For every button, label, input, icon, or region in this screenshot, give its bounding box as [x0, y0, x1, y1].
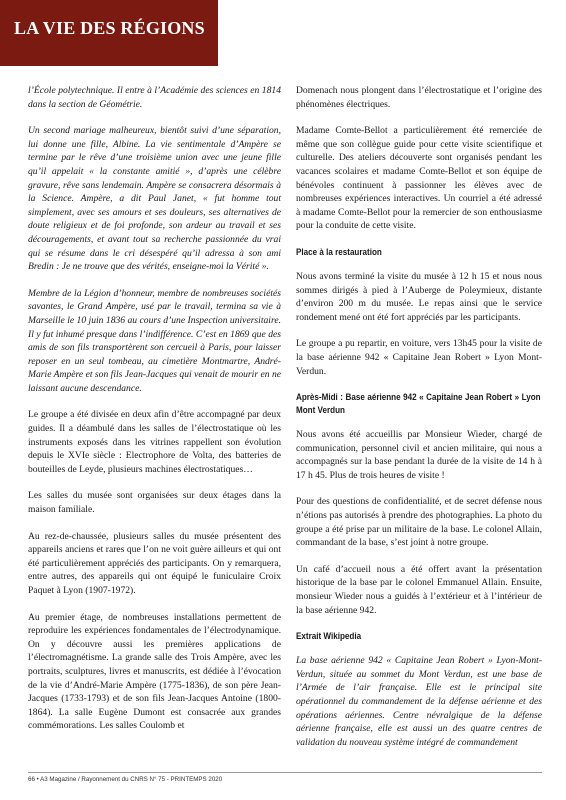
- right-column: [296, 84, 542, 762]
- paragraph: Membre de la Légion d’honneur, membre de nombreuses sociétés savantes, le Grand Ampère, usé par le travail, termina sa vie à Marseille le 10 juin 1836 au cours d’une Inspection universitaire. Il y fut inhumé presque dans l’indifférence. C’est en 1869 que des amis de son fils transportèrent son cercueil à Paris, pour laisser reposer en un seul tombeau, au cimetière Montmartre, André-Marie Ampère et son fils Jean-Jacques qui venait de mourir en ne laissant aucune descendance.: [28, 287, 281, 394]
- section-header-band: [0, 0, 218, 66]
- paragraph: Le groupe a pu repartir, en voiture, vers 13h45 pour la visite de la base aérienne 942 « Capitaine Jean Robert » Lyon Mont-Verdun.: [296, 338, 542, 377]
- paragraph: Nous avons été accueillis par Monsieur Wieder, chargé de communication, personnel civil et ancien militaire, qui nous a accompagnés sur la base pendant la durée de la visite de 14 h à 17 h 45. Plus de trois heures de visite !: [296, 429, 542, 481]
- paragraph: Madame Comte-Bellot a particulièrement été remerciée de même que son collègue guide pour cette visite scientifique et culturelle. Des ateliers découverte sont organisés pendant les vacances scolaires et madame Comte-Bellot et son équipe de bénévoles continuent à passionner les élèves avec de nombreuses expériences interactives. Un courriel a été adressé à madame Comte-Bellot pour la remercier de son enthousiasme pour la conduite de cette visite.: [296, 125, 542, 232]
- paragraph: Au premier étage, de nombreuses installations permettent de reproduire les expériences fondamentales de l’électrodynamique. On y découvre aussi les premières applications de l’électromagnétisme. La grande salle des Trois Ampère, avec les portraits, sculptures, livres et manuscrits, est dédiée à l’évocation de la vie d’André-Marie Ampère (1775-1836), de son père Jean-Jacques (1733-1793) et de son fils Jean-Jacques Antoine (1800-1864). La salle Eugène Dumont est consacrée aux grandes commémorations. Les salles Coulomb et: [28, 611, 281, 732]
- left-column: [28, 84, 281, 746]
- page-footer: 66 • A3 Magazine / Rayonnement du CNRS N° 75 - PRINTEMPS 2020: [28, 776, 223, 783]
- section-title: LA VIE DES RÉGIONS: [14, 18, 205, 38]
- paragraph: Un second mariage malheureux, bientôt suivi d’une séparation, lui donne une fille, Albine. La vie sentimentale d’Ampère se termine par le rêve d’une troisième union avec une jeune fille qu’il appelait « la constante amitié », d’après une célèbre gravure, rêve sans lendemain. Ampère se consacrera désormais à la Science. Ampère, a dit Paul Janet, « fut homme tout simplement, avec ses amours et ses douleurs, ses alternatives de doute religieux et de foi profonde, son ardeur au travail et ses découragements, et avant tout sa recherche passionnée du vrai qui se résume dans le cri désespéré qu’il adressa à son ami Bredin : Je ne trouve que des vérités, enseigne-moi la Vérité ».: [28, 125, 281, 273]
- paragraph: Les salles du musée sont organisées sur deux étages dans la maison familiale.: [28, 490, 281, 516]
- paragraph: Domenach nous plongent dans l’électrostatique et l’origine des phénomènes électriques.: [296, 85, 542, 110]
- paragraph: l’École polytechnique. Il entre à l’Académie des sciences en 1814 dans la section de Géométrie.: [28, 85, 281, 110]
- subheading: Place à la restauration: [296, 246, 382, 257]
- paragraph: Nous avons terminé la visite du musée à 12 h 15 et nous nous sommes dirigés à pied à l’Auberge de Poleymieux, distante d’environ 200 m du musée. Le repas ainsi que le service rondement mené ont été fort appréciés par les participants.: [296, 270, 542, 323]
- paragraph: Pour des questions de confidentialité, et de secret défense nous n’étions pas autorisés à prendre des photographies. La photo du groupe a été prise par un militaire de la base. Le colonel Allain, commandant de la base, s’est joint à notre groupe.: [296, 496, 542, 549]
- footer-divider: [28, 772, 542, 773]
- paragraph: Un café d’accueil nous a été offert avant la présentation historique de la base par le colonel Emmanuel Allain. Ensuite, monsieur Wieder nous a guidés à l’extérieur et à l’intérieur de la base aérienne 942.: [296, 563, 542, 616]
- paragraph: Au rez-de-chaussée, plusieurs salles du musée présentent des appareils anciens et rares que l’on ne voit guère ailleurs et qui ont été particulièrement appréciés des participants. On y remarquera, entre autres, des appareils qui ont équipé le funiculaire Croix Paquet à Lyon (1907-1972).: [28, 530, 281, 596]
- paragraph: La base aérienne 942 « Capitaine Jean Robert » Lyon-Mont-Verdun, située au sommet du Mont Verdun, est une base de l’Armée de l’air française. Elle est le principal site opérationnel du commandement de la défense aérienne et des opérations aériennes. Centre névralgique de la défense aérienne française, elle est aussi un des quatre centres de validation du nouveau système intégré de commandement: [296, 655, 542, 748]
- subheading: Extrait Wikipedia: [296, 631, 362, 642]
- paragraph: Le groupe a été divisée en deux afin d’être accompagné par deux guides. Il a déambulé dans les salles de l’électrostatique où les instruments exposés dans les vitrines rappellent son évolution depuis le XVIe siècle : Electrophore de Volta, des batteries de bouteilles de Leyde, plusieurs machines électrostatiques…: [28, 409, 281, 475]
- subheading: Après-Midi : Base aérienne 942 « Capitaine Jean Robert » Lyon Mont Verdun: [296, 392, 541, 416]
